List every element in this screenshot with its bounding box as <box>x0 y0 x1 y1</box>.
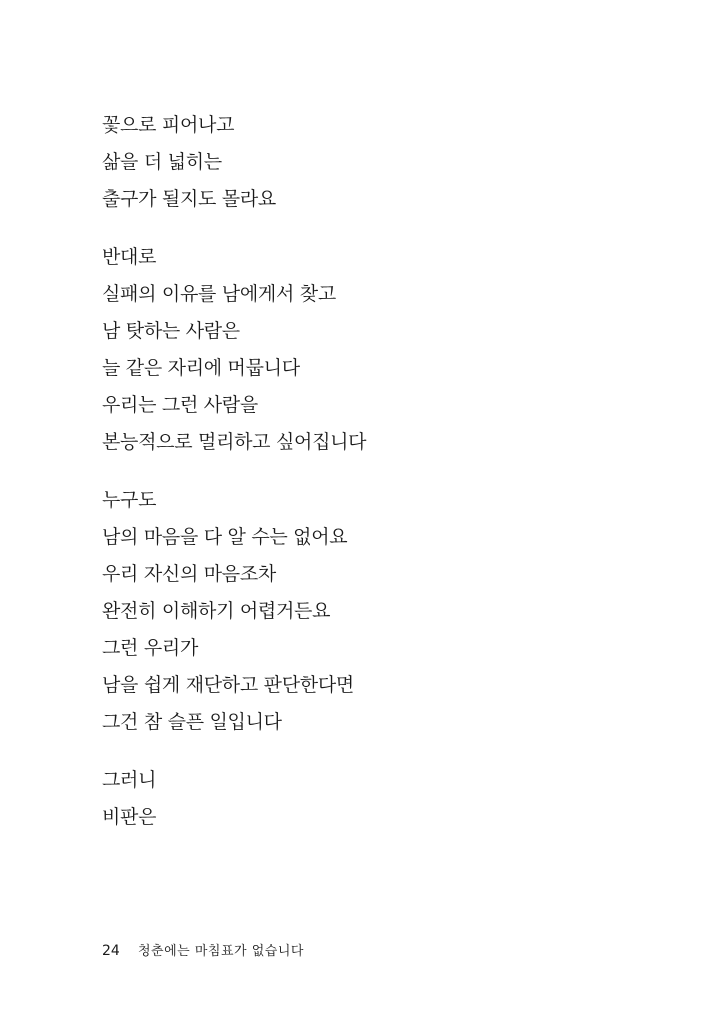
poem-line: 완전히 이해하기 어렵거든요 <box>102 600 331 622</box>
poem-line: 우리 자신의 마음조차 <box>102 563 276 585</box>
running-title: 청춘에는 마침표가 없습니다 <box>137 944 304 959</box>
poem-line: 누구도 <box>102 489 157 511</box>
poem-line: 출구가 될지도 몰라요 <box>102 188 276 210</box>
poem-line: 남 탓하는 사람은 <box>102 320 240 342</box>
poem-line: 반대로 <box>102 246 157 268</box>
poem-line: 우리는 그런 사람을 <box>102 394 258 416</box>
poem-body <box>102 112 662 862</box>
stanza-2 <box>102 244 662 455</box>
poem-line: 꽃으로 피어나고 <box>102 114 235 136</box>
poem-line: 삶을 더 넓히는 <box>102 151 222 173</box>
stanza-3 <box>102 487 662 735</box>
poem-line: 남을 쉽게 재단하고 판단한다면 <box>102 674 354 696</box>
poem-line: 본능적으로 멀리하고 싶어집니다 <box>102 431 367 453</box>
poem-line: 늘 같은 자리에 머뭅니다 <box>102 357 300 379</box>
poem-line: 그러니 <box>102 769 157 791</box>
stanza-4 <box>102 767 662 830</box>
poem-line: 비판은 <box>102 806 157 828</box>
poem-line: 남의 마음을 다 알 수는 없어요 <box>102 526 348 548</box>
poem-line: 실패의 이유를 남에게서 찾고 <box>102 283 336 305</box>
page-footer <box>102 942 304 961</box>
page-number: 24 <box>102 943 120 959</box>
poem-line: 그런 우리가 <box>102 637 199 659</box>
poem-line: 그건 참 슬픈 일입니다 <box>102 711 282 733</box>
stanza-1 <box>102 112 662 212</box>
